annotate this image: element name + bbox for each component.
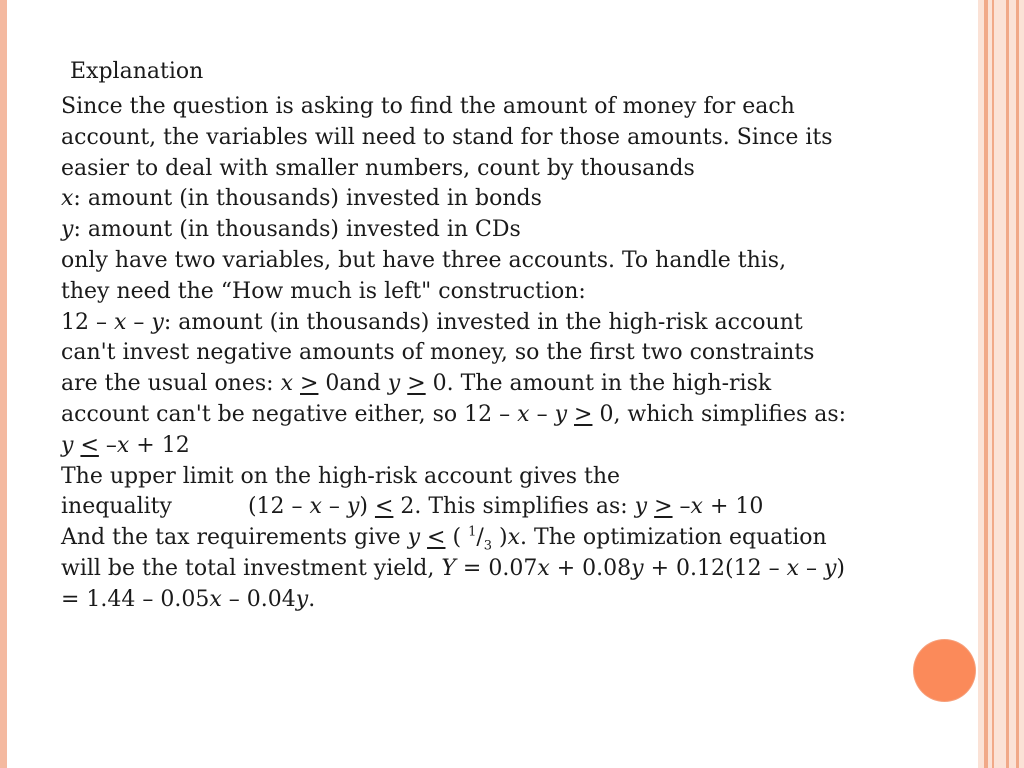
inequality-symbol: < <box>374 494 394 520</box>
math-variable: x <box>517 401 530 427</box>
text-segment: = 0.07 <box>455 555 538 581</box>
text-segment: . <box>308 586 316 612</box>
math-variable: x <box>786 555 799 581</box>
text-segment: – <box>529 401 555 427</box>
text-segment: / <box>476 525 484 551</box>
text-segment: 0and <box>318 371 388 397</box>
text-line <box>61 184 941 215</box>
text-segment: ) <box>359 494 375 520</box>
text-segment: + 0.12(12 – <box>643 555 787 581</box>
text-line <box>61 338 941 369</box>
math-variable: y <box>823 555 837 581</box>
text-segment: + 12 <box>129 432 190 458</box>
math-variable: y <box>61 432 74 458</box>
inequality-symbol: > <box>574 401 593 427</box>
math-variable: x <box>309 494 322 520</box>
text-segment: And the tax requirements give <box>61 525 408 551</box>
text-segment: account can't be negative either, so 12 – <box>61 401 518 427</box>
math-variable: x <box>209 586 222 612</box>
math-variable: x <box>690 494 703 520</box>
text-segment: – <box>321 494 347 520</box>
text-segment: . The optimization equation <box>520 525 827 551</box>
text-segment: : amount (in thousands) invested in CDs <box>73 217 521 243</box>
text-segment: 12 – <box>61 309 114 335</box>
math-variable: x <box>116 432 130 458</box>
text-segment: Since the question is asking to find the amount of money for each <box>61 94 795 119</box>
math-variable: y <box>407 525 421 551</box>
text-segment <box>420 525 427 550</box>
text-line <box>61 585 941 616</box>
math-variable: y <box>387 371 401 397</box>
text-line <box>61 369 941 400</box>
text-line <box>61 154 941 185</box>
inequality-symbol: > <box>654 494 673 520</box>
text-segment: – <box>126 309 152 335</box>
text-segment: will be the total investment yield, <box>61 555 442 581</box>
text-line <box>61 492 941 523</box>
inequality-symbol: > <box>300 371 319 397</box>
text-segment: : amount (in thousands) invested in bonds <box>73 186 542 212</box>
inequality-symbol: > <box>407 371 426 397</box>
text-segment: : amount (in thousands) invested in the high-risk account <box>163 309 803 335</box>
text-segment: 3 <box>483 538 493 554</box>
slide-title: Explanation <box>70 59 204 84</box>
text-segment: + 0.08 <box>549 555 632 581</box>
text-segment: The upper limit on the high-risk account gives the <box>61 463 621 489</box>
text-segment: = 1.44 – 0.05 <box>61 586 210 612</box>
math-variable: x <box>537 555 550 581</box>
inequality-symbol: < <box>80 432 99 458</box>
right-border-stripe <box>1016 0 1019 768</box>
text-segment: only have two variables, but have three accounts. To handle this, <box>61 247 787 273</box>
left-border-decoration <box>0 0 7 768</box>
inequality-symbol: < <box>427 525 446 551</box>
text-segment: – 0.04 <box>221 586 296 612</box>
text-line <box>61 400 941 431</box>
text-segment: are the usual ones: <box>61 371 281 397</box>
text-segment: 2. This simplifies as: <box>393 494 635 520</box>
text-segment <box>567 402 574 427</box>
text-line <box>61 308 941 339</box>
math-variable: x <box>507 525 521 551</box>
text-line <box>61 462 941 493</box>
right-border-stripe <box>1006 0 1009 768</box>
text-segment: ) <box>492 525 508 551</box>
text-segment: inequality <box>61 494 172 520</box>
math-variable: Y <box>441 555 456 581</box>
text-line <box>61 554 941 585</box>
math-variable: y <box>61 217 74 243</box>
text-segment: – <box>798 555 824 581</box>
math-variable: y <box>151 309 164 335</box>
right-border-stripe <box>984 0 988 768</box>
right-border-stripe <box>992 0 994 768</box>
text-segment: they need the “How much is left" construction: <box>61 278 586 304</box>
text-line <box>61 123 941 154</box>
text-segment: + 10 <box>702 494 764 520</box>
text-segment: 0, which simplifies as: <box>592 401 847 427</box>
text-line <box>61 277 941 308</box>
decorative-circle <box>914 640 975 701</box>
explanation-body <box>61 92 941 616</box>
text-segment: – <box>672 494 691 520</box>
text-segment: 1 <box>468 524 477 540</box>
text-line <box>61 92 941 123</box>
math-variable: x <box>61 186 74 212</box>
text-segment <box>293 371 300 396</box>
text-segment: ) <box>836 555 846 581</box>
text-segment: 0. The amount in the high-risk <box>425 371 772 397</box>
math-variable: y <box>631 555 644 581</box>
text-segment: – <box>98 432 117 458</box>
text-segment: account, the variables will need to stand for those amounts. Since its <box>61 124 833 150</box>
text-line <box>61 246 941 277</box>
math-variable: y <box>295 586 309 612</box>
text-segment: (12 – <box>247 494 310 520</box>
text-line <box>61 431 941 462</box>
math-variable: y <box>554 401 568 427</box>
text-segment: ( <box>445 525 469 551</box>
text-line <box>61 215 941 246</box>
math-variable: y <box>346 494 360 520</box>
math-variable: x <box>113 309 127 335</box>
math-variable: y <box>634 494 648 520</box>
text-segment: easier to deal with smaller numbers, count by thousands <box>61 155 695 181</box>
math-variable: x <box>280 371 293 397</box>
text-segment: can't invest negative amounts of money, so the first two constraints <box>61 340 815 366</box>
text-line <box>61 523 941 554</box>
